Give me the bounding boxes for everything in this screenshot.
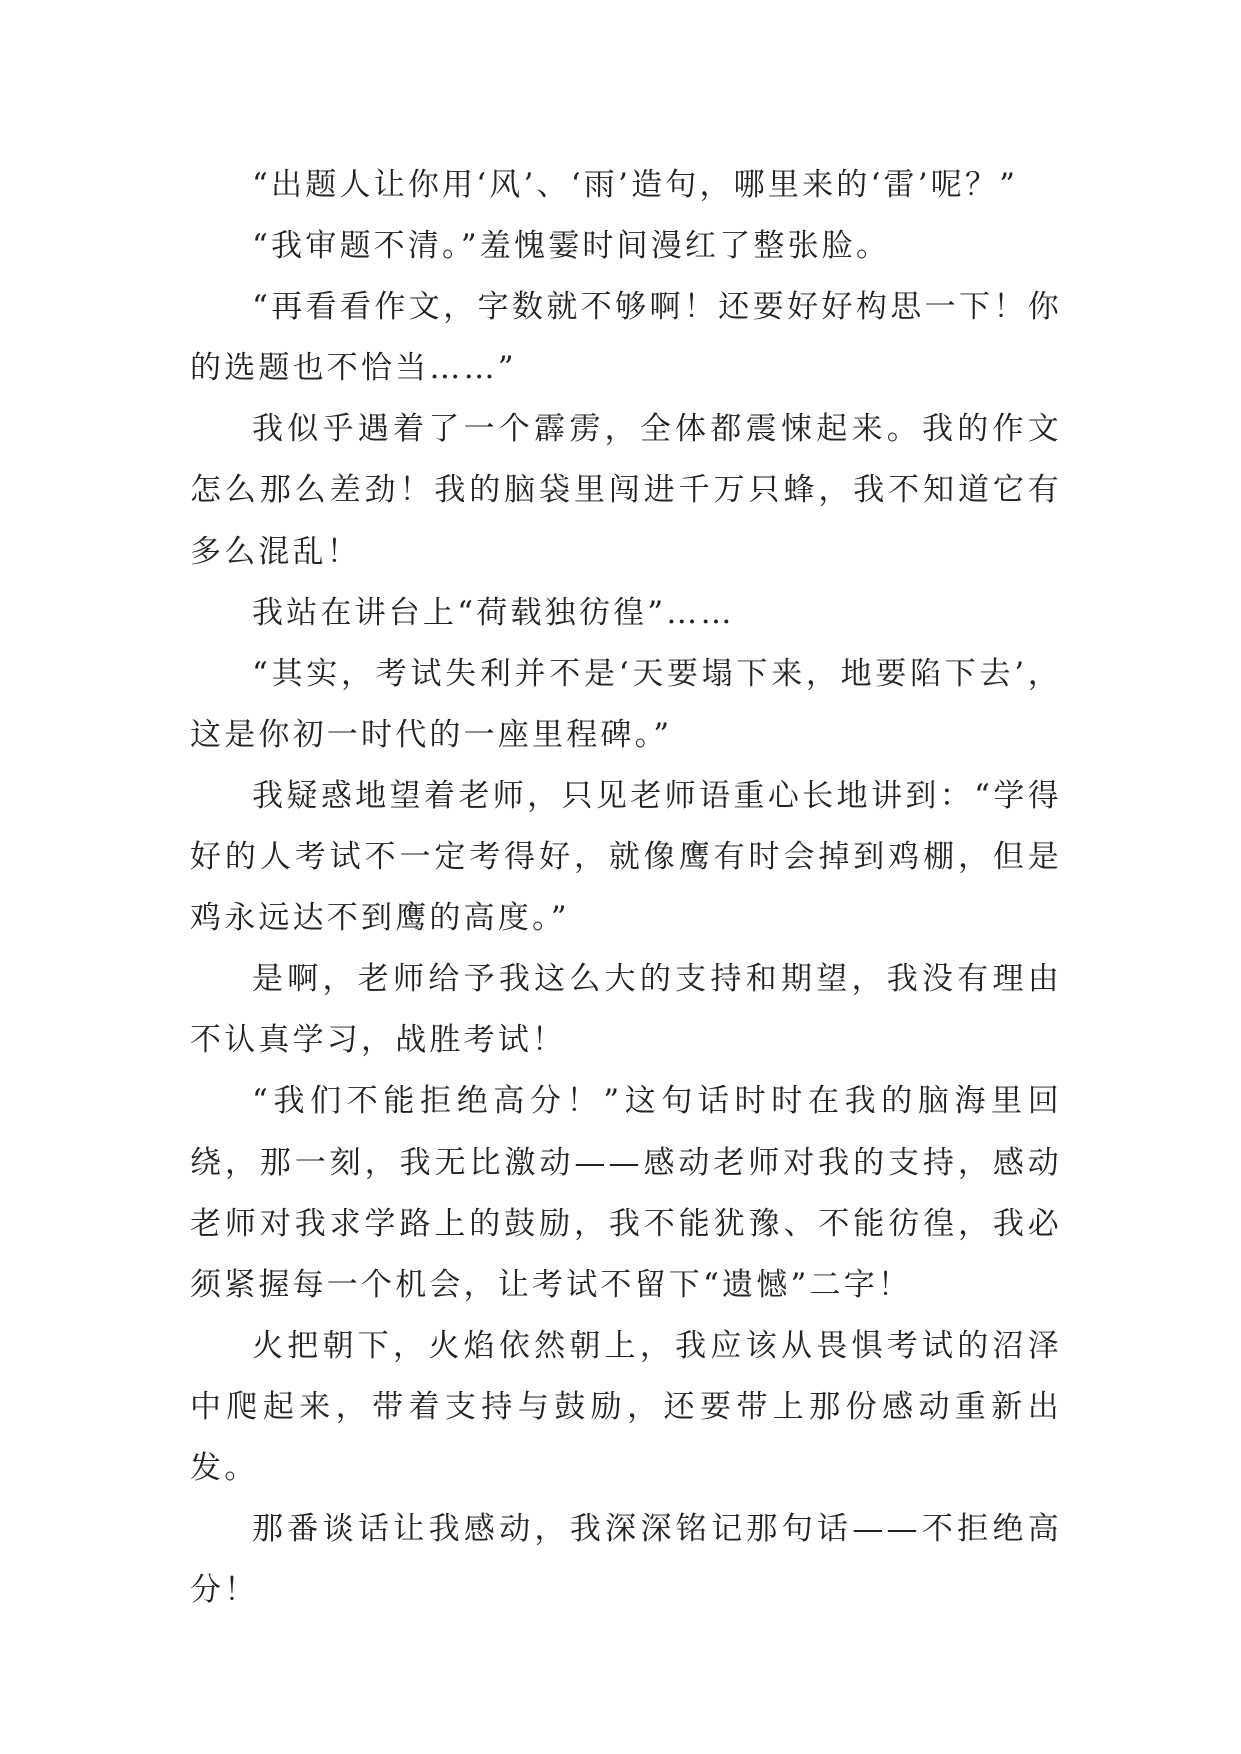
paragraph-1: “出题人让你用‘风’、‘雨’造句，哪里来的‘雷’呢？” [252, 167, 1019, 203]
paragraph-2: “我审题不清。”羞愧霎时间漫红了整张脸。 [252, 228, 891, 265]
paragraph-11: 那番谈话让我感动，我深深铭记那句话——不拒绝高分！ [190, 1511, 1062, 1609]
essay-body [190, 155, 1062, 1621]
paragraph-8: 是啊，老师给予我这么大的支持和期望，我没有理由不认真学习，战胜考试！ [190, 961, 1062, 1059]
paragraph-10: 火把朝下，火焰依然朝上，我应该从畏惧考试的沼泽中爬起来，带着支持与鼓励，还要带上那份感动重新出发。 [190, 1327, 1062, 1486]
paragraph-6: “其实，考试失利并不是‘天要塌下来，地要陷下去’，这是你初一时代的一座里程碑。” [190, 655, 1062, 753]
paragraph-3: “再看看作文，字数就不够啊！还要好好构思一下！你的选题也不恰当……” [190, 289, 1062, 387]
paragraph-9: “我们不能拒绝高分！”这句话时时在我的脑海里回绕，那一刻，我无比激动——感动老师对我的支持，感动老师对我求学路上的鼓励，我不能犹豫、不能彷徨，我必须紧握每一个机会，让考试不留下“遗憾”二字！ [190, 1083, 1062, 1303]
paragraph-4: 我似乎遇着了一个霹雳，全体都震悚起来。我的作文怎么那么差劲！我的脑袋里闯进千万只蜂，我不知道它有多么混乱！ [190, 411, 1062, 570]
paragraph-5: 我站在讲台上“荷载独彷徨”…… [252, 594, 735, 631]
paragraph-7: 我疑惑地望着老师，只见老师语重心长地讲到：“学得好的人考试不一定考得好，就像鹰有时会掉到鸡棚，但是鸡永远达不到鹰的高度。” [190, 777, 1062, 937]
